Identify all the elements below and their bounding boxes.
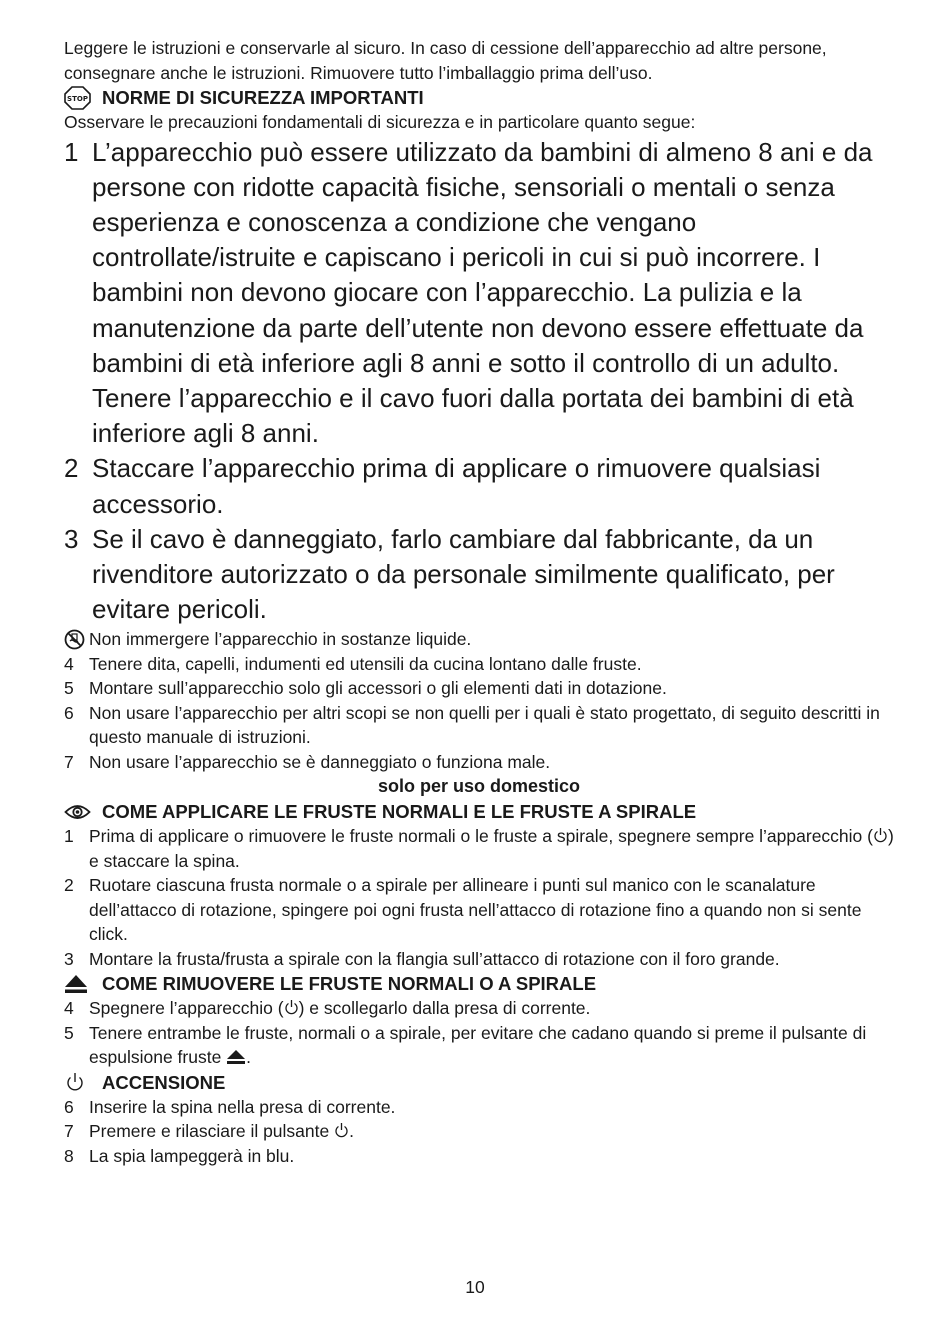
safety-heading xyxy=(64,85,894,110)
remove-heading-text: COME RIMUOVERE LE FRUSTE NORMALI O A SPIRALE xyxy=(102,973,597,995)
stop-sign-icon xyxy=(64,85,92,110)
item-text: Montare sull’apparecchio solo gli accessori o gli elementi dati in dotazione. xyxy=(89,678,667,699)
attach-heading-text: COME APPLICARE LE FRUSTE NORMALI E LE FRUSTE A SPIRALE xyxy=(102,801,697,823)
list-item xyxy=(64,873,894,947)
attach-heading xyxy=(64,799,894,824)
list-item xyxy=(64,701,894,750)
eject-icon xyxy=(226,1049,246,1065)
item-number: 6 xyxy=(64,1096,74,1117)
list-item xyxy=(64,947,894,972)
list-item xyxy=(64,522,894,628)
attach-list xyxy=(64,824,894,971)
list-item xyxy=(64,824,894,873)
item-number: 1 xyxy=(64,826,74,847)
power-heading xyxy=(64,1070,894,1095)
item-text: L’apparecchio può essere utilizzato da bambini di almeno 8 ani e da persone con ridotte capacità fisiche, sensoriali o mentali o senza esperienza e conoscenza a condizione che vengano controllate/istruite e capiscano i pericoli in cui si può incorrere. I bambini non devono giocare con l’apparecchio. La pulizia e la manutenzione da parte dell’utente non devono essere effettuate da bambini di età inferiore agli 8 anni e sotto il controllo di un adulto. Tenere l’apparecchio e il cavo fuori dalla portata dei bambini di età inferiore agli 8 anni. xyxy=(92,136,873,449)
item-text: Non usare l’apparecchio per altri scopi se non quelli per i quali è stato progettato, di seguito descritti in questo manuale di istruzioni. xyxy=(89,702,880,748)
item-number: 4 xyxy=(64,653,74,674)
list-item xyxy=(64,750,894,775)
item-text: Se il cavo è danneggiato, farlo cambiare dal fabbricante, da un rivenditore autorizzato o da personale similmente qualificato, per evitare pericoli. xyxy=(92,523,835,625)
item-text: Montare la frusta/frusta a spirale con la flangia sull’attacco di rotazione con il foro grande. xyxy=(89,948,780,969)
item-number: 7 xyxy=(64,751,74,772)
power-icon xyxy=(284,998,299,1016)
item-text: Staccare l’apparecchio prima di applicare o rimuovere qualsiasi accessorio. xyxy=(92,453,821,519)
eject-icon xyxy=(64,971,92,996)
list-item xyxy=(64,135,894,452)
item-text: Non usare l’apparecchio se è danneggiato o funziona male. xyxy=(89,751,551,772)
item-number: 4 xyxy=(64,998,74,1019)
item-number: 5 xyxy=(64,678,74,699)
list-item xyxy=(64,652,894,677)
item-text: Prima di applicare o rimuovere le fruste normali o le fruste a spirale, spegnere sempre l’apparecchio ( ) e staccare la spina. xyxy=(89,826,894,871)
list-item xyxy=(64,996,894,1021)
safety-subtitle: Osservare le precauzioni fondamentali di sicurezza e in particolare quanto segue: xyxy=(64,112,696,132)
list-item xyxy=(64,627,894,652)
list-item xyxy=(64,1144,894,1169)
list-item xyxy=(64,1021,894,1070)
item-number: 5 xyxy=(64,1022,74,1043)
list-item xyxy=(64,676,894,701)
item-number: 7 xyxy=(64,1121,74,1142)
small-safety-list xyxy=(64,627,894,774)
list-item xyxy=(64,451,894,521)
item-text: La spia lampeggerà in blu. xyxy=(89,1145,295,1166)
manual-page xyxy=(64,36,894,1168)
intro-paragraph: Leggere le istruzioni e conservarle al sicuro. In caso di cessione dell’apparecchio ad altre persone, consegnare anche le istruzioni. Rimuovere tutto l’imballaggio prima dell’uso. xyxy=(64,38,827,83)
item-text: Non immergere l’apparecchio in sostanze liquide. xyxy=(89,629,472,650)
power-icon xyxy=(873,826,888,844)
remove-list xyxy=(64,996,894,1070)
item-number: 6 xyxy=(64,702,74,723)
item-number: 1 xyxy=(64,136,79,167)
no-immerse-icon xyxy=(64,627,89,652)
item-text: Ruotare ciascuna frusta normale o a spirale per allineare i punti sul manico con le scanalature dell’attacco di rotazione, spingere poi ogni frusta nell’attacco di rotazione fino a quando non si sente click. xyxy=(89,875,862,945)
item-text: Spegnere l’apparecchio ( ) e scollegarlo dalla presa di corrente. xyxy=(89,998,591,1019)
large-safety-list xyxy=(64,135,894,628)
list-item xyxy=(64,1119,894,1144)
item-text: Tenere entrambe le fruste, normali o a spirale, per evitare che cadano quando si preme il pulsante di espulsione fruste . xyxy=(89,1022,867,1068)
power-icon xyxy=(64,1070,92,1095)
power-list xyxy=(64,1095,894,1169)
remove-heading xyxy=(64,971,894,996)
eye-icon xyxy=(64,799,92,824)
item-number: 3 xyxy=(64,523,79,554)
power-heading-text: ACCENSIONE xyxy=(102,1071,226,1093)
safety-heading-text: NORME DI SICUREZZA IMPORTANTI xyxy=(102,87,424,108)
item-number: 2 xyxy=(64,875,74,896)
item-text: Tenere dita, capelli, indumenti ed utensili da cucina lontano dalle fruste. xyxy=(89,653,642,674)
item-text: Inserire la spina nella presa di corrente. xyxy=(89,1096,396,1117)
domestic-use-note: solo per uso domestico xyxy=(377,776,581,797)
item-number: 3 xyxy=(64,948,74,969)
item-text: Premere e rilasciare il pulsante . xyxy=(89,1121,354,1142)
list-item xyxy=(64,1095,894,1120)
page-number: 10 xyxy=(465,1277,485,1297)
svg-text:STOP: STOP xyxy=(67,94,88,103)
item-number: 2 xyxy=(64,453,79,484)
power-icon xyxy=(334,1121,349,1139)
item-number: 8 xyxy=(64,1145,74,1166)
